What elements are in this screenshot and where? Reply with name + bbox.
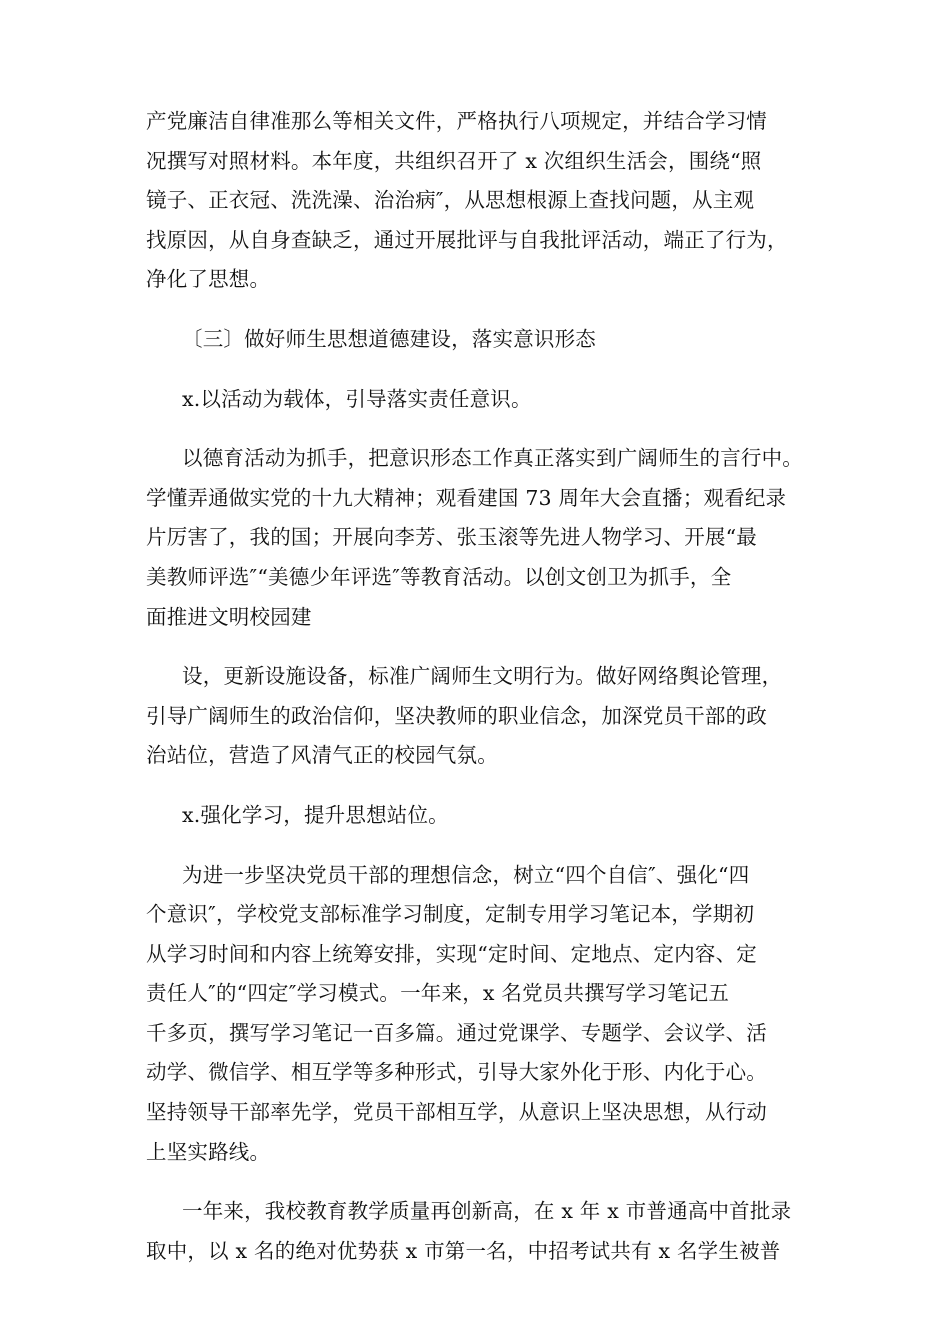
- text-line: 美教师评选″“美德少年评选″等教育活动。以创文创卫为抓手，全: [146, 564, 732, 589]
- text-line: 片厉害了，我的国；开展向李芳、张玉滚等先进人物学习、开展“最: [146, 525, 757, 550]
- paragraph-moral-education: [146, 439, 826, 637]
- paragraph-campus-civilization: [146, 657, 826, 776]
- text-line: 责任人″的“四定″学习模式。一年来，x 名党员共撰写学习笔记五: [146, 981, 730, 1006]
- text-line: 从学习时间和内容上统筹安排，实现“定时间、定地点、定内容、定: [146, 941, 757, 966]
- text-line: 设，更新设施设备，标准广阔师生文明行为。做好网络舆论管理，: [182, 664, 783, 689]
- subheading-activities: [146, 380, 826, 420]
- text-line: 学懂弄通做实党的十九大精神；观看建国 73 周年大会直播；观看纪录: [146, 485, 787, 510]
- text-line: 〔三〕做好师生思想道德建设，落实意识形态: [182, 326, 596, 351]
- paragraph-study-system: [146, 856, 826, 1173]
- text-line: 上坚实路线。: [146, 1139, 271, 1164]
- text-line: 一年来，我校教育教学质量再创新高，在 x 年 x 市普通高中首批录: [182, 1199, 792, 1224]
- text-line: 面推进文明校园建: [146, 604, 312, 629]
- text-line: 产党廉洁自律准那么等相关文件，严格执行八项规定，并结合学习情: [146, 109, 767, 133]
- text-line: 千多页，撰写学习笔记一百多篇。通过党课学、专题学、会议学、活: [146, 1020, 767, 1045]
- document-page: [146, 102, 826, 1271]
- text-line: 动学、微信学、相互学等多种形式，引导大家外化于形、内化于心。: [146, 1060, 767, 1085]
- paragraph-self-discipline: [146, 102, 826, 300]
- text-line: 坚持领导干部率先学，党员干部相互学，从意识上坚决思想，从行动: [146, 1100, 767, 1125]
- text-line: x.强化学习，提升思想站位。: [182, 802, 449, 827]
- text-line: 净化了思想。: [146, 267, 271, 292]
- text-line: 找原因，从自身查缺乏，通过开展批评与自我批评活动，端正了行为，: [146, 227, 788, 252]
- text-line: 治站位，营造了风清气正的校园气氛。: [146, 743, 498, 768]
- text-line: 以德育活动为抓手，把意识形态工作真正落实到广阔师生的言行中。: [182, 446, 803, 471]
- text-line: 引导广阔师生的政治信仰，坚决教师的职业信念，加深党员干部的政: [146, 703, 767, 728]
- subheading-study: [146, 796, 826, 836]
- section-heading-3: [146, 320, 826, 360]
- text-line: 取中，以 x 名的绝对优势获 x 市第一名，中招考试共有 x 名学生被普: [146, 1238, 781, 1263]
- text-line: 况撰写对照材料。本年度，共组织召开了 x 次组织生活会，围绕“照: [146, 148, 762, 173]
- text-line: x.以活动为载体，引导落实责任意识。: [182, 386, 532, 411]
- text-line: 个意识″，学校党支部标准学习制度，定制专用学习笔记本，学期初: [146, 902, 755, 927]
- text-line: 镜子、正衣冠、洗洗澡、治治病″，从思想根源上查找问题，从主观: [146, 188, 755, 213]
- paragraph-teaching-quality: [146, 1192, 826, 1271]
- text-line: 为进一步坚决党员干部的理想信念，树立“四个自信″、强化“四: [182, 862, 750, 887]
